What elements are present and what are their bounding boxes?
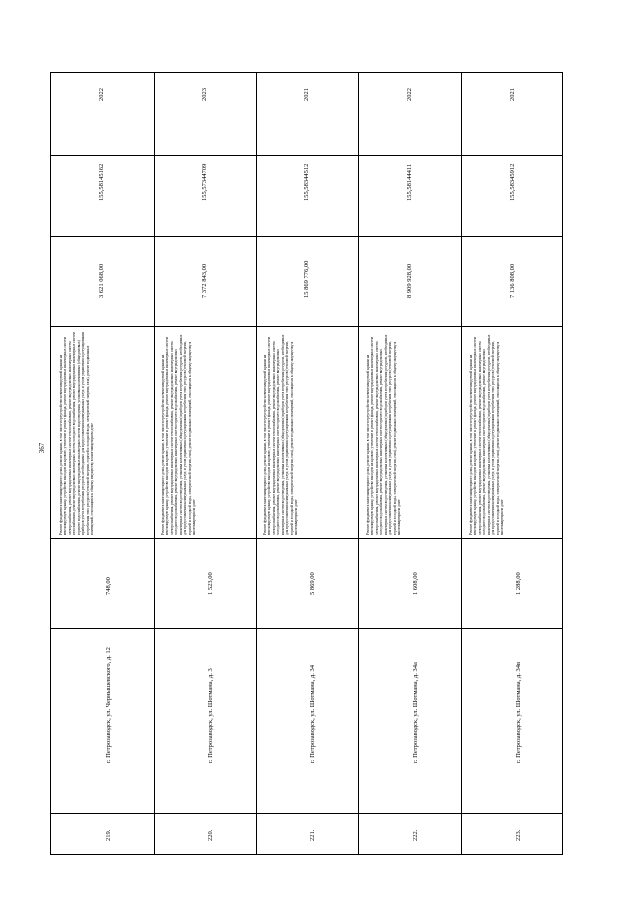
year-cell: 2023 xyxy=(201,88,208,101)
area-cell: 748,00 xyxy=(105,577,112,595)
unit-cost-cell: 155,58145162 xyxy=(98,163,105,201)
works-cell: Ремонт фундамента многоквартирного дома, ремонт крыши, в том числе переустройство невентилируемой крыши на вентилируемую крышу, устройство выходов на кровлю, утепление и ремонт фасада, ремонт внутридомовых инженерных систем электроснабжения, ремонт внутридомовых инженерных систем теплоснабжения, ремонт внутридомовых инженерных систем холодного водоснабжения, ремонт внутридомовых инженерных систем горячего водоснабжения, ремонт внутридомовых инженерных систем водоотведения, установка коллективных (общедомовых) приборов учета потребления ресурсов, необходимых для предоставления коммунальных услуг, и узлов управления и регулирования потребления этих ресурсов (тепловой энергии, горячей и холодной воды, электрической энергии, газа), ремонт подвальных помещений, относящихся к общему имуществу в многоквартирном доме xyxy=(469,334,505,535)
row-separator xyxy=(154,73,155,854)
area-cell: 5 869,00 xyxy=(309,572,316,595)
address-cell: г. Петрозаводск, ул. Шотмана, д. 34в xyxy=(515,661,522,763)
year-cell: 2022 xyxy=(406,88,413,101)
cost-cell: 7 372 843,00 xyxy=(201,263,208,298)
field-separator xyxy=(51,326,562,327)
cost-cell: 8 909 928,00 xyxy=(406,263,413,298)
works-cell: Ремонт фундамента многоквартирного дома, ремонт крыши, в том числе переустройство невентилируемой крыши на вентилируемую крышу, устройство выходов на кровлю, утепление и ремонт фасада, ремонт внутридомовых инженерных систем электроснабжения, ремонт внутридомовых инженерных систем теплоснабжения, ремонт внутридомовых инженерных систем холодного водоснабжения, ремонт внутридомовых инженерных систем горячего водоснабжения, ремонт внутридомовых инженерных систем водоотведения, установка коллективных (общедомовых) приборов учета потребления ресурсов, необходимых для предоставления коммунальных услуг, и узлов управления и регулирования потребления этих ресурсов (тепловой энергии, горячей и холодной воды, электрической энергии, газа), ремонт подвальных помещений, относящихся к общему имуществу в многоквартирном доме xyxy=(161,334,197,535)
unit-cost-cell: 155,58344512 xyxy=(303,163,310,201)
cost-cell: 7 136 808,00 xyxy=(509,263,516,298)
field-separator xyxy=(51,628,562,629)
works-cell: Ремонт фундамента многоквартирного дома, ремонт крыши, в том числе переустройство невентилируемой крыши на вентилируемую крышу, устройство выходов на кровлю, утепление и ремонт фасада, ремонт внутридомовых инженерных систем электроснабжения, ремонт внутридомовых инженерных систем теплоснабжения, ремонт внутридомовых инженерных систем холодного водоснабжения, ремонт внутридомовых инженерных систем горячего водоснабжения, ремонт внутридомовых инженерных систем водоотведения, установка коллективных (общедомовых) приборов учета потребления ресурсов, необходимых для предоставления коммунальных услуг, и узлов управления и регулирования потребления этих ресурсов (тепловой энергии, горячей и холодной воды, электрической энергии, газа), ремонт подвальных помещений, относящихся к общему имуществу в многоквартирном доме xyxy=(263,334,299,535)
address-cell: г. Петрозаводск, ул. Шотмана, д. 34 xyxy=(309,665,316,763)
page-number: 367 xyxy=(38,442,46,454)
unit-cost-cell: 155,58345912 xyxy=(509,163,516,201)
year-cell: 2021 xyxy=(509,88,516,101)
cost-cell: 3 621 068,00 xyxy=(98,263,105,298)
field-separator xyxy=(51,155,562,156)
row-number-cell: 219. xyxy=(105,829,112,841)
row-separator xyxy=(256,73,257,854)
works-cell: Ремонт фундамента многоквартирного дома, ремонт крыши, в том числе переустройство невентилируемой крыши на вентилируемую крышу, устройство выходов на кровлю, утепление и ремонт фасада, ремонт внутридомовых инженерных систем электроснабжения, ремонт внутридомовых инженерных систем теплоснабжения, ремонт внутридомовых инженерных систем газоснабжения, ремонт внутридомовых инженерных систем холодного водоснабжения, ремонт внутридомовых инженерных систем горячего водоснабжения, ремонт внутридомовых инженерных систем водоотведения, установка коллективных (общедомовых) приборов учета потребления ресурсов, необходимых для предоставления коммунальных услуг, и узлов управления и регулирования потребления этих ресурсов (тепловой энергии, горячей и холодной воды, электрической энергии, газа), ремонт подвальных помещений, относящихся к общему имуществу в многоквартирном доме xyxy=(59,331,95,535)
field-separator xyxy=(51,538,562,539)
address-cell: г. Петрозаводск, ул. Шотмана, д. 34а xyxy=(412,662,419,763)
year-cell: 2021 xyxy=(303,88,310,101)
cost-cell: 15 869 776,00 xyxy=(303,260,310,298)
works-table xyxy=(50,72,563,855)
field-separator xyxy=(51,813,562,814)
unit-cost-cell: 155,57344709 xyxy=(201,163,208,201)
unit-cost-cell: 155,58144411 xyxy=(406,163,413,201)
field-separator xyxy=(51,236,562,237)
year-cell: 2022 xyxy=(98,88,105,101)
row-separator xyxy=(358,73,359,854)
row-number-cell: 222. xyxy=(412,829,419,841)
row-number-cell: 220. xyxy=(207,829,214,841)
works-cell: Ремонт фундамента многоквартирного дома, ремонт крыши, в том числе переустройство невентилируемой крыши на вентилируемую крышу, устройство выходов на кровлю, утепление и ремонт фасада, ремонт внутридомовых инженерных систем электроснабжения, ремонт внутридомовых инженерных систем теплоснабжения, ремонт внутридомовых инженерных систем холодного водоснабжения, ремонт внутридомовых инженерных систем горячего водоснабжения, ремонт внутридомовых инженерных систем водоотведения, установка коллективных (общедомовых) приборов учета потребления ресурсов, необходимых для предоставления коммунальных услуг, и узлов управления и регулирования потребления этих ресурсов (тепловой энергии, горячей и холодной воды, электрической энергии, газа), ремонт подвальных помещений, относящихся к общему имуществу в многоквартирном доме xyxy=(366,334,402,535)
row-separator xyxy=(461,73,462,854)
address-cell: г. Петрозаводск, ул. Шотмана, д. 3 xyxy=(207,668,214,763)
row-number-cell: 221. xyxy=(309,829,316,841)
row-number-cell: 223. xyxy=(515,829,522,841)
address-cell: г. Петрозаводск, ул. Чернышевского, д. 12 xyxy=(105,647,112,763)
area-cell: 1 608,00 xyxy=(412,572,419,595)
area-cell: 1 523,00 xyxy=(207,572,214,595)
area-cell: 1 288,00 xyxy=(515,572,522,595)
